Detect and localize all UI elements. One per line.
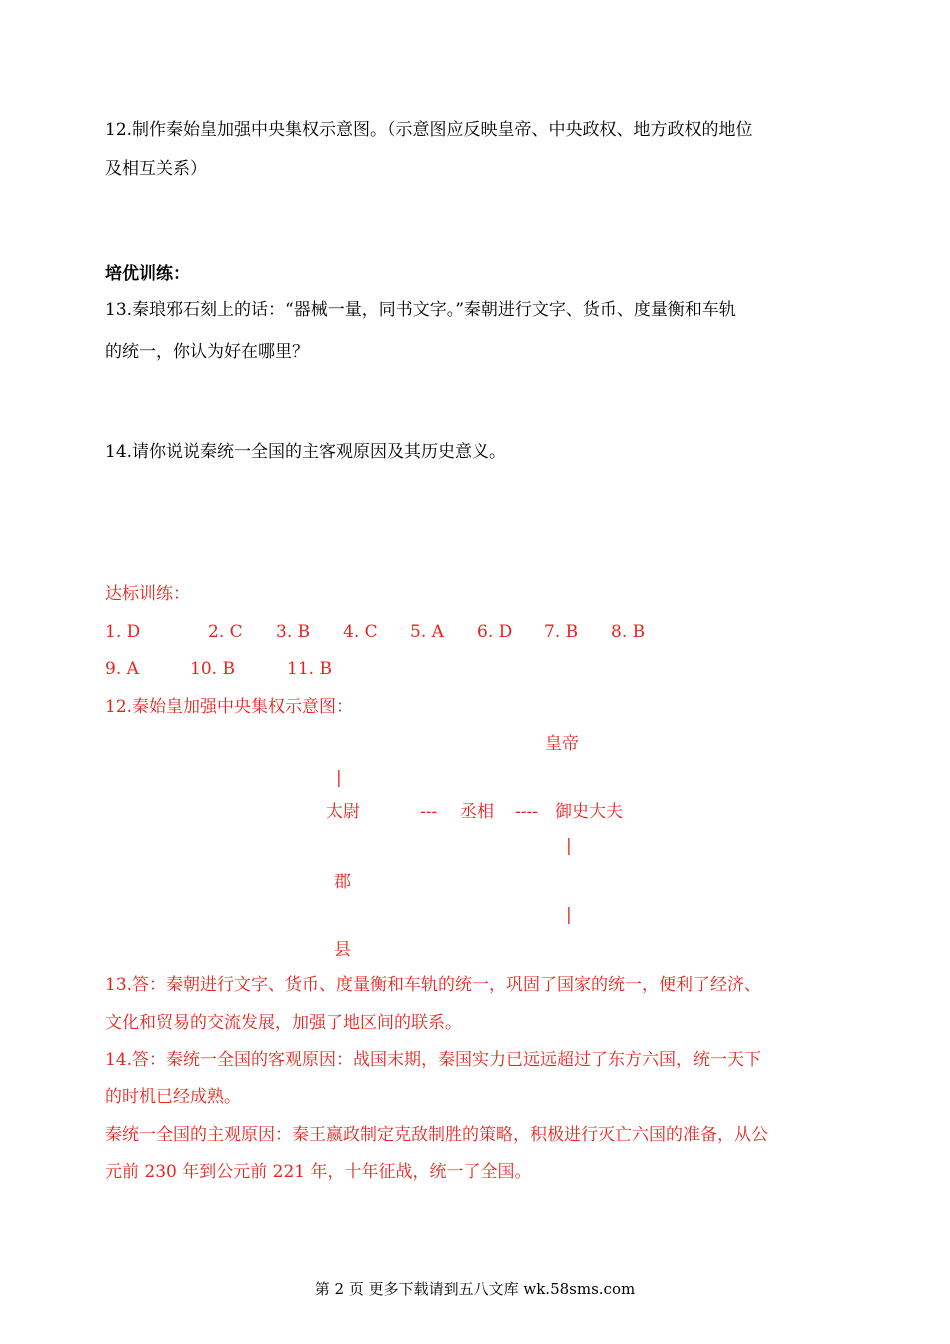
a13-line2: 文化和贸易的交流发展，加强了地区间的联系。 xyxy=(105,1013,462,1033)
diagram-connector: | xyxy=(336,768,342,788)
diagram-dash: --- xyxy=(420,802,438,822)
diagram-connector: | xyxy=(566,905,572,925)
q14-line: 14.请你说说秦统一全国的主客观原因及其历史意义。 xyxy=(105,442,507,462)
a14-line2: 的时机已经成熟。 xyxy=(105,1087,241,1107)
diagram-jun: 郡 xyxy=(334,872,351,892)
q13-line2: 的统一，你认为好在哪里？ xyxy=(105,342,309,362)
a13-line1: 13.答：秦朝进行文字、货币、度量衡和车轨的统一，巩固了国家的统一，便利了经济、 xyxy=(105,975,762,995)
answer-item: 9. A xyxy=(105,659,139,679)
answers-title: 达标训练： xyxy=(105,584,190,604)
diagram-xian: 县 xyxy=(334,940,351,960)
q12-line2: 及相互关系） xyxy=(105,159,207,179)
answer-item: 3. B xyxy=(276,622,311,642)
answer-item: 5. A xyxy=(410,622,444,642)
diagram-taiwei: 太尉 xyxy=(326,802,360,822)
a14-line3: 秦统一全国的主观原因：秦王嬴政制定克敌制胜的策略，积极进行灭亡六国的准备，从公 xyxy=(105,1125,768,1145)
answer-item: 7. B xyxy=(544,622,579,642)
answer-item: 4. C xyxy=(343,622,378,642)
answer-item: 2. C xyxy=(208,622,243,642)
answer-item: 6. D xyxy=(477,622,513,642)
section-title: 培优训练： xyxy=(105,264,190,284)
answer-item: 10. B xyxy=(190,659,235,679)
answer-item: 1. D xyxy=(105,622,141,642)
diagram-dash: ---- xyxy=(515,802,538,822)
a12-title: 12.秦始皇加强中央集权示意图： xyxy=(105,697,354,717)
diagram-emperor: 皇帝 xyxy=(545,734,579,754)
q12-line1: 12.制作秦始皇加强中央集权示意图。（示意图应反映皇帝、中央政权、地方政权的地位 xyxy=(105,120,753,140)
page-footer: 第 2 页 更多下载请到五八文库 wk.58sms.com xyxy=(314,1280,636,1298)
diagram-chengxiang: 丞相 xyxy=(460,802,494,822)
a14-line1: 14.答：秦统一全国的客观原因：战国末期，秦国实力已远远超过了东方六国，统一天下 xyxy=(105,1050,762,1070)
q13-line1: 13.秦琅邪石刻上的话：“器械一量，同书文字。”秦朝进行文字、货币、度量衡和车轨 xyxy=(105,300,736,320)
answer-item: 8. B xyxy=(611,622,646,642)
answer-item: 11. B xyxy=(287,659,332,679)
a14-line4: 元前 230 年到公元前 221 年，十年征战，统一了全国。 xyxy=(105,1162,532,1182)
diagram-connector: | xyxy=(566,836,572,856)
diagram-yushi: 御史大夫 xyxy=(555,802,623,822)
